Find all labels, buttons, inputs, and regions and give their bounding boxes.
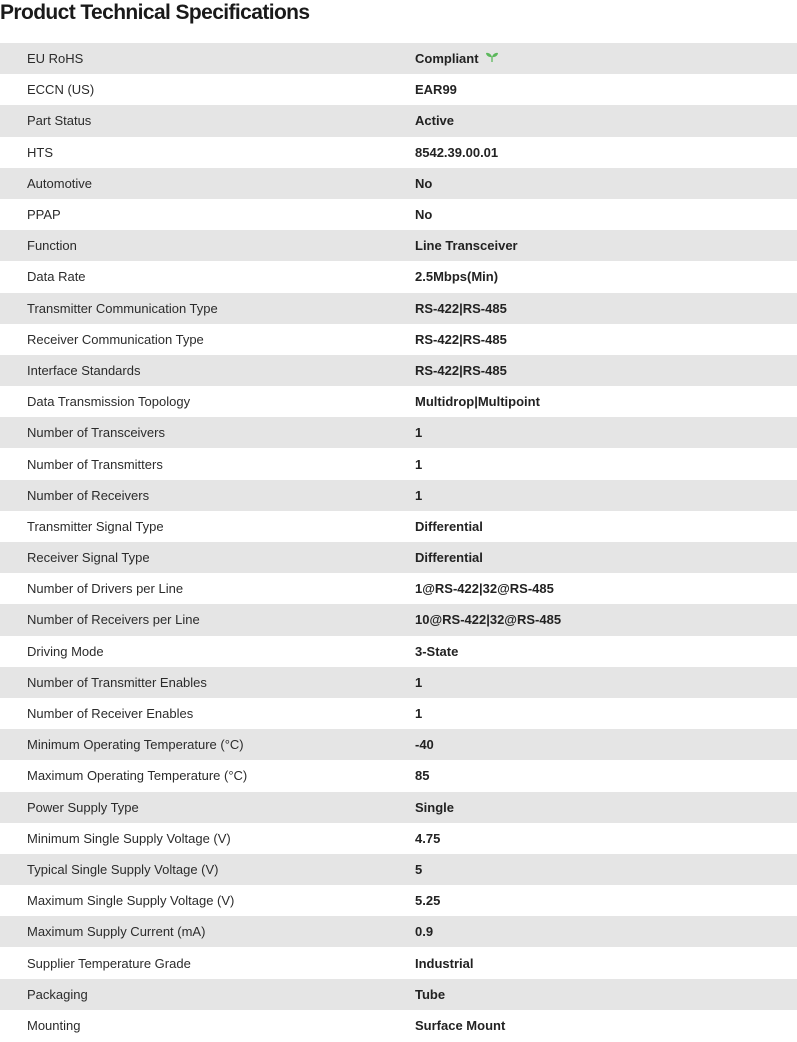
spec-label: Minimum Operating Temperature (°C) xyxy=(0,729,414,760)
spec-value: Single xyxy=(415,799,455,815)
spec-label: Interface Standards xyxy=(0,355,414,386)
spec-value-cell xyxy=(414,885,797,916)
spec-row xyxy=(0,324,797,355)
spec-label: Driving Mode xyxy=(0,636,414,667)
spec-value-cell xyxy=(414,636,797,667)
spec-row xyxy=(0,604,797,635)
spec-value: 4.75 xyxy=(415,830,441,846)
spec-value-cell xyxy=(414,230,797,261)
spec-row xyxy=(0,105,797,136)
spec-row xyxy=(0,916,797,947)
spec-row xyxy=(0,417,797,448)
spec-value-cell xyxy=(414,979,797,1010)
spec-table xyxy=(0,43,797,1041)
spec-row xyxy=(0,792,797,823)
spec-row xyxy=(0,448,797,479)
spec-value-cell xyxy=(414,542,797,573)
spec-value: Differential xyxy=(415,550,483,566)
spec-label: Number of Drivers per Line xyxy=(0,573,414,604)
spec-row xyxy=(0,43,797,74)
spec-value-cell xyxy=(414,729,797,760)
spec-row xyxy=(0,698,797,729)
page-title: Product Technical Specifications xyxy=(0,1,310,24)
spec-row xyxy=(0,511,797,542)
spec-row xyxy=(0,480,797,511)
spec-label: Number of Receivers xyxy=(0,480,414,511)
spec-row xyxy=(0,667,797,698)
spec-value-cell xyxy=(414,667,797,698)
spec-value-cell xyxy=(414,947,797,978)
spec-label: Data Transmission Topology xyxy=(0,386,414,417)
spec-row xyxy=(0,230,797,261)
spec-value-cell xyxy=(414,916,797,947)
spec-value-cell xyxy=(414,854,797,885)
spec-value-cell xyxy=(414,573,797,604)
spec-row xyxy=(0,199,797,230)
spec-row xyxy=(0,386,797,417)
spec-row xyxy=(0,261,797,292)
spec-row xyxy=(0,823,797,854)
spec-row xyxy=(0,1010,797,1041)
spec-label: PPAP xyxy=(0,199,414,230)
spec-value-cell xyxy=(414,1010,797,1041)
spec-value-cell xyxy=(414,199,797,230)
spec-label: EU RoHS xyxy=(0,43,414,74)
spec-value-cell xyxy=(414,792,797,823)
spec-value-cell xyxy=(414,43,797,74)
spec-label: Part Status xyxy=(0,105,414,136)
spec-label: Number of Receivers per Line xyxy=(0,604,414,635)
spec-value: Compliant xyxy=(415,50,479,66)
spec-label: HTS xyxy=(0,137,414,168)
spec-row xyxy=(0,137,797,168)
spec-value: 1 xyxy=(415,456,423,472)
spec-label: Receiver Communication Type xyxy=(0,324,414,355)
spec-value: 1 xyxy=(415,674,423,690)
spec-value-cell xyxy=(414,137,797,168)
spec-label: Maximum Supply Current (mA) xyxy=(0,916,414,947)
spec-label: Typical Single Supply Voltage (V) xyxy=(0,854,414,885)
spec-value-cell xyxy=(414,823,797,854)
spec-label: Power Supply Type xyxy=(0,792,414,823)
spec-label: Transmitter Signal Type xyxy=(0,511,414,542)
spec-label: Mounting xyxy=(0,1010,414,1041)
spec-label: Data Rate xyxy=(0,261,414,292)
spec-row xyxy=(0,979,797,1010)
spec-value: 10@RS-422|32@RS-485 xyxy=(415,612,562,628)
spec-label: Number of Transmitters xyxy=(0,448,414,479)
spec-value: 5.25 xyxy=(415,893,441,909)
spec-value: 8542.39.00.01 xyxy=(415,144,499,160)
spec-row xyxy=(0,168,797,199)
spec-value: 1@RS-422|32@RS-485 xyxy=(415,581,554,597)
spec-value-cell xyxy=(414,293,797,324)
spec-row xyxy=(0,74,797,105)
spec-value: No xyxy=(415,175,433,191)
spec-value: 1 xyxy=(415,425,423,441)
spec-value: No xyxy=(415,207,433,223)
spec-label: Supplier Temperature Grade xyxy=(0,947,414,978)
spec-value: Industrial xyxy=(415,955,474,971)
spec-value: 1 xyxy=(415,487,423,503)
spec-value-cell xyxy=(414,448,797,479)
spec-value-cell xyxy=(414,105,797,136)
spec-label: Transmitter Communication Type xyxy=(0,293,414,324)
spec-row xyxy=(0,947,797,978)
spec-row xyxy=(0,573,797,604)
spec-label: Maximum Single Supply Voltage (V) xyxy=(0,885,414,916)
spec-value: RS-422|RS-485 xyxy=(415,362,507,378)
spec-value: RS-422|RS-485 xyxy=(415,331,507,347)
spec-row xyxy=(0,854,797,885)
spec-value: -40 xyxy=(415,737,434,753)
spec-value: 3-State xyxy=(415,643,459,659)
spec-value: EAR99 xyxy=(415,82,457,98)
spec-value-cell xyxy=(414,480,797,511)
spec-label: Minimum Single Supply Voltage (V) xyxy=(0,823,414,854)
spec-label: Packaging xyxy=(0,979,414,1010)
spec-value-cell xyxy=(414,760,797,791)
spec-value-cell xyxy=(414,74,797,105)
spec-row xyxy=(0,760,797,791)
spec-value: 5 xyxy=(415,861,423,877)
spec-label: Number of Transceivers xyxy=(0,417,414,448)
spec-value: 85 xyxy=(415,768,430,784)
spec-value-cell xyxy=(414,168,797,199)
spec-value: RS-422|RS-485 xyxy=(415,300,507,316)
spec-value-cell xyxy=(414,324,797,355)
spec-label: Receiver Signal Type xyxy=(0,542,414,573)
spec-label: ECCN (US) xyxy=(0,74,414,105)
spec-row xyxy=(0,355,797,386)
spec-value: 2.5Mbps(Min) xyxy=(415,269,499,285)
spec-value-cell xyxy=(414,604,797,635)
spec-value: Surface Mount xyxy=(415,1017,506,1033)
spec-row xyxy=(0,293,797,324)
spec-label: Number of Receiver Enables xyxy=(0,698,414,729)
spec-label: Function xyxy=(0,230,414,261)
spec-value: 1 xyxy=(415,706,423,722)
spec-value-cell xyxy=(414,386,797,417)
spec-value: Differential xyxy=(415,518,483,534)
spec-value: Active xyxy=(415,113,455,129)
spec-value: Tube xyxy=(415,986,446,1002)
spec-table-body xyxy=(0,43,797,1041)
spec-value-cell xyxy=(414,511,797,542)
spec-row xyxy=(0,729,797,760)
spec-row xyxy=(0,636,797,667)
spec-value-cell xyxy=(414,355,797,386)
spec-row xyxy=(0,542,797,573)
spec-value-cell xyxy=(414,698,797,729)
spec-row xyxy=(0,885,797,916)
spec-label: Automotive xyxy=(0,168,414,199)
spec-value-cell xyxy=(414,261,797,292)
spec-value: Multidrop|Multipoint xyxy=(415,394,540,410)
spec-value: Line Transceiver xyxy=(415,238,518,254)
spec-label: Number of Transmitter Enables xyxy=(0,667,414,698)
spec-label: Maximum Operating Temperature (°C) xyxy=(0,760,414,791)
leaf-icon xyxy=(485,51,499,66)
spec-value-cell xyxy=(414,417,797,448)
spec-value: 0.9 xyxy=(415,924,434,940)
